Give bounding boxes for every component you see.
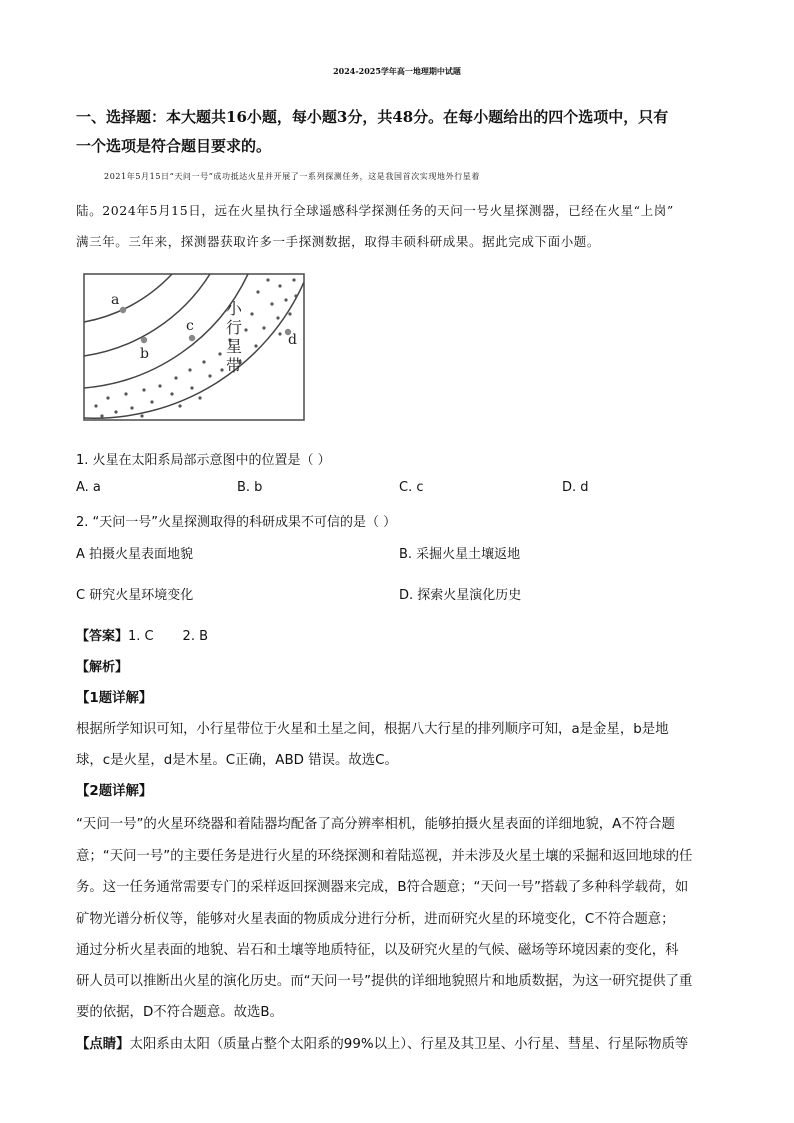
q2-option-d: D. 探索火星演化历史 [399, 588, 522, 603]
detail2-heading: 【2题详解】 [76, 784, 153, 799]
passage-line2: 陆。2024年5月15日，远在火星执行全球遥感科学探测任务的天问一号火星探测器，已经在火星“上岗” [76, 203, 674, 218]
detail2-line1: “天问一号”的火星环绕器和着陆器均配备了高分辨率相机，能够拍摄火星表面的详细地貌，A不符合题 [76, 817, 675, 832]
page-title: 2024-2025学年高一地理期中试题 [333, 66, 461, 76]
detail2-line4: 矿物光谱分析仪等，能够对火星表面的物质成分进行分析，进而研究火星的环境变化，C不符合题意； [76, 912, 675, 927]
answer-line [76, 625, 208, 644]
section-heading-line2: 一个选项是符合题目要求的。 [76, 137, 272, 155]
svg-text:小: 小 [226, 299, 243, 318]
q1-option-c: C. c [399, 480, 424, 495]
asteroid-belt-label [226, 299, 243, 375]
q2-option-c: C 研究火星环境变化 [76, 588, 194, 603]
detail1-line1: 根据所学知识可知，小行星带位于火星和土星之间，根据八大行星的排列顺序可知，a是金星，b是地 [76, 722, 669, 737]
svg-text:星: 星 [226, 337, 243, 356]
answer-tag: 【答案】 [76, 629, 129, 644]
passage-line1: 2021年5月15日“天问一号”成功抵达火星并开展了一系列探测任务，这是我国首次实现地外行星着 [104, 172, 481, 181]
q1-stem: 1. 火星在太阳系局部示意图中的位置是（ ） [76, 453, 331, 468]
label-c: c [186, 318, 194, 334]
section-heading-line1: 一、选择题：本大题共16小题，每小题3分，共48分。在每小题给出的四个选项中，只有 [76, 108, 669, 126]
answer-text: 1. C 2. B [128, 629, 209, 644]
svg-text:带: 带 [226, 356, 243, 375]
q1-option-a: A. a [76, 480, 101, 495]
label-d: d [288, 332, 297, 348]
detail2-line5: 通过分析火星表面的地貌、岩石和土壤等地质特征，以及研究火星的气候、磁场等环境因素的变化，科 [76, 943, 679, 958]
detail1-heading: 【1题详解】 [76, 691, 153, 706]
solar-system-diagram [80, 270, 310, 424]
planet-a [120, 307, 126, 313]
detail2-line7: 要的依据，D不符合题意。故选B。 [76, 1005, 283, 1020]
q1-option-d: D. d [562, 480, 589, 495]
detail2-line2: 意；“天问一号”的主要任务是进行火星的环绕探测和着陆巡视，并未涉及火星土壤的采掘和返回地球的任 [76, 849, 693, 864]
label-b: b [140, 346, 149, 362]
note-tag: 【点睛】 [76, 1037, 130, 1052]
label-a: a [111, 292, 120, 308]
note-line [76, 1033, 688, 1052]
planet-b [141, 337, 147, 343]
q1-option-b: B. b [237, 480, 263, 495]
detail2-line6: 研人员可以推断出火星的演化历史。而“天问一号”提供的详细地貌照片和地质数据，为这一研究提供了重 [76, 974, 693, 989]
planet-c [189, 335, 195, 341]
passage-line3: 满三年。三年来，探测器获取许多一手探测数据，取得丰硕科研成果。据此完成下面小题。 [76, 234, 601, 249]
q2-stem: 2. “天问一号”火星探测取得的科研成果不可信的是（ ） [76, 515, 397, 530]
note-text: 太阳系由太阳（质量占整个太阳系的99%以上）、行星及其卫星、小行星、彗星、行星际物质等 [129, 1037, 689, 1052]
detail1-line2: 球，c是火星，d是木星。C正确，ABD 错误。故选C。 [76, 753, 398, 768]
analysis-heading: 【解析】 [76, 660, 129, 675]
q2-option-b: B. 采掘火星土壤返地 [399, 547, 521, 562]
detail2-line3: 务。这一任务通常需要专门的采样返回探测器来完成，B符合题意；“天问一号”搭载了多种科学载荷，如 [76, 880, 689, 895]
q2-option-a: A 拍摄火星表面地貌 [76, 547, 194, 562]
svg-text:行: 行 [226, 318, 243, 337]
